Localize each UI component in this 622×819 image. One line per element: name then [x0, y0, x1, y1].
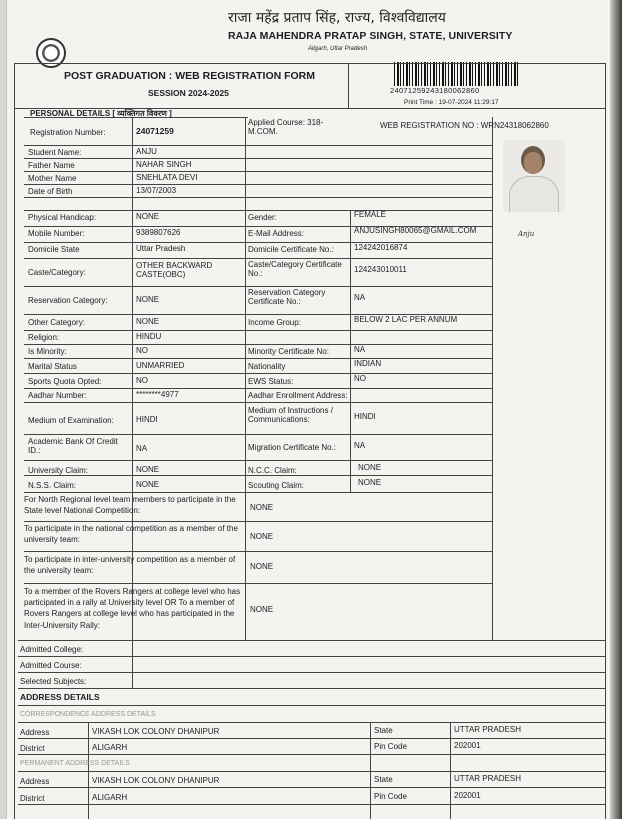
corr-state-value: UTTAR PRADESH [454, 725, 521, 734]
ncc-label: N.C.C. Claim: [248, 466, 297, 475]
university-title: RAJA MAHENDRA PRATAP SINGH, STATE, UNIVERSITY [228, 30, 513, 42]
course-label: Applied Course: 318-M.COM. [248, 118, 324, 137]
perm-state-value: UTTAR PRADESH [454, 774, 521, 783]
email-value: ANJUSINGH80065@GMAIL.COM [354, 226, 477, 235]
applicant-signature: Anju [518, 230, 535, 238]
abc-label: Academic Bank Of Credit ID.: [28, 437, 118, 456]
university-claim-label: University Claim: [28, 466, 89, 475]
corr-pin-label: Pin Code [374, 742, 407, 751]
perm-district-value: ALIGARH [92, 793, 128, 802]
aadhar-label: Aadhar Number: [28, 391, 87, 400]
sports-value: NO [136, 376, 148, 385]
hindi-university-title: राजा महेंद्र प्रताप सिंह, राज्य, विश्वविद्यालय [228, 10, 446, 26]
session-label: SESSION 2024-2025 [148, 88, 229, 98]
marital-value: UNMARRIED [136, 361, 185, 370]
web-reg-number: WEB REGISTRATION NO : WRN24318062860 [380, 121, 549, 130]
dob-label: Date of Birth [28, 187, 73, 196]
inter-university-label: To participate in inter-university competition as a member of the university team: [24, 555, 236, 575]
nationality-label: Nationality [248, 362, 286, 371]
handicap-label: Physical Handicap: [28, 213, 97, 222]
domicile-cert-label: Domicile Certificate No.: [248, 245, 334, 254]
north-regional-label: For North Regional level team members to participate in the State level National Competition: [24, 495, 236, 515]
father-label: Father Name [28, 161, 75, 170]
corr-address-label: Address [20, 728, 50, 737]
personal-section-title: PERSONAL DETAILS [ व्यक्तिगत विवरण ] [30, 109, 172, 118]
print-time: Print Time : 19-07-2024 11:29:17 [404, 99, 499, 106]
page-shadow [610, 0, 622, 819]
abc-value: NA [136, 444, 148, 453]
corr-district-label: District [20, 744, 45, 753]
barcode-image [394, 62, 518, 86]
reg-value: 24071259 [136, 126, 174, 136]
corr-district-value: ALIGARH [92, 743, 128, 752]
national-competition-value: NONE [250, 532, 274, 541]
father-value: NAHAR SINGH [136, 160, 192, 169]
income-value: BELOW 2 LAC PER ANNUM [354, 315, 458, 324]
minority-cert-label: Minority Certificate No: [248, 347, 329, 356]
permanent-title: PERMANENT ADDRESS DETAILS [20, 760, 130, 767]
corr-state-label: State [374, 726, 393, 735]
sports-label: Sports Quota Opted: [28, 377, 102, 386]
other-category-value: NONE [136, 317, 160, 326]
handicap-value: NONE [136, 212, 160, 221]
mobile-label: Mobile Number: [28, 229, 85, 238]
perm-pin-label: Pin Code [374, 792, 407, 801]
admitted-college-label: Admitted College: [20, 645, 84, 654]
reg-label: Registration Number: [30, 128, 106, 137]
north-regional-value: NONE [250, 503, 274, 512]
perm-state-label: State [374, 775, 393, 784]
inter-university-value: NONE [250, 562, 274, 571]
rovers-rangers-value: NONE [250, 605, 274, 614]
reservation-cert-value: NA [354, 293, 366, 302]
medium-value: HINDI [136, 415, 158, 424]
admitted-course-label: Admitted Course: [20, 661, 82, 670]
perm-address-label: Address [20, 777, 50, 786]
ews-label: EWS Status: [248, 377, 294, 386]
domicile-cert-value: 124242016874 [354, 243, 408, 252]
mother-label: Mother Name [28, 174, 77, 183]
aadhar-enrollment-label: Aadhar Enrollment Address: [248, 391, 348, 400]
perm-district-label: District [20, 794, 45, 803]
nationality-value: INDIAN [354, 359, 382, 368]
minority-value: NO [136, 346, 148, 355]
aadhar-value: ********4977 [136, 390, 179, 399]
caste-cert-value: 124243010011 [354, 265, 407, 274]
student-label: Student Name: [28, 148, 82, 157]
student-value: ANJU [136, 147, 157, 156]
caste-value: OTHER BACKWARD CASTE(OBC) [136, 261, 213, 280]
perm-address-value: VIKASH LOK COLONY DHANIPUR [92, 776, 220, 785]
instruction-value: HINDI [354, 412, 376, 421]
corr-pin-value: 202001 [454, 741, 481, 750]
email-label: E-Mail Address: [248, 229, 305, 238]
minority-label: Is Minority: [28, 347, 67, 356]
nss-value: NONE [136, 480, 160, 489]
caste-cert-label: Caste/Category Certificate No.: [248, 260, 342, 279]
income-label: Income Group: [248, 318, 301, 327]
nss-label: N.S.S. Claim: [28, 481, 77, 490]
reservation-value: NONE [136, 295, 160, 304]
correspondence-title: CORRESPONDENCE ADDRESS DETAILS [20, 711, 156, 718]
perm-pin-value: 202001 [454, 791, 481, 800]
ncc-value: NONE [358, 463, 382, 472]
scouting-label: Scouting Claim: [248, 481, 305, 490]
form-title: POST GRADUATION : WEB REGISTRATION FORM [64, 70, 316, 82]
barcode-number: 24071259243180062860 [390, 86, 480, 95]
domicile-value: Uttar Pradesh [136, 244, 186, 253]
university-location: Aligarh, Uttar Pradesh [308, 46, 368, 52]
mobile-value: 9389807626 [136, 228, 181, 237]
reservation-label: Reservation Category: [28, 296, 108, 305]
ews-value: NO [354, 374, 366, 383]
applicant-photo [503, 140, 565, 212]
religion-value: HINDU [136, 332, 162, 341]
migration-label: Migration Certificate No.: [248, 443, 337, 452]
address-section-title: ADDRESS DETAILS [20, 692, 100, 702]
national-competition-label: To participate in the national competition as a member of the university team: [24, 524, 238, 544]
minority-cert-value: NA [354, 345, 366, 354]
university-claim-value: NONE [136, 465, 160, 474]
corr-address-value: VIKASH LOK COLONY DHANIPUR [92, 727, 220, 736]
medium-label: Medium of Examination: [28, 416, 114, 425]
marital-label: Marital Status [28, 362, 77, 371]
caste-label: Caste/Category: [28, 268, 86, 277]
other-category-label: Other Category: [28, 318, 85, 327]
selected-subjects-label: Selected Subjects: [20, 677, 87, 686]
reservation-cert-label: Reservation Category Certificate No.: [248, 288, 326, 307]
scouting-value: NONE [358, 478, 382, 487]
gender-value: FEMALE [354, 210, 387, 219]
instruction-label: Medium of Instructions / Communications: [248, 406, 333, 425]
religion-label: Religion: [28, 333, 60, 342]
dob-value: 13/07/2003 [136, 186, 177, 195]
rovers-rangers-label: To a member of the Rovers Rangers at college level who has participated in a rally at University level OR To a member of Rovers Rangers at college level who has participated in the Inter-University Rally: [24, 587, 241, 630]
mother-value: SNEHLATA DEVI [136, 173, 198, 182]
gender-label: Gender: [248, 213, 277, 222]
domicile-label: Domicile State [28, 245, 80, 254]
migration-value: NA [354, 441, 366, 450]
